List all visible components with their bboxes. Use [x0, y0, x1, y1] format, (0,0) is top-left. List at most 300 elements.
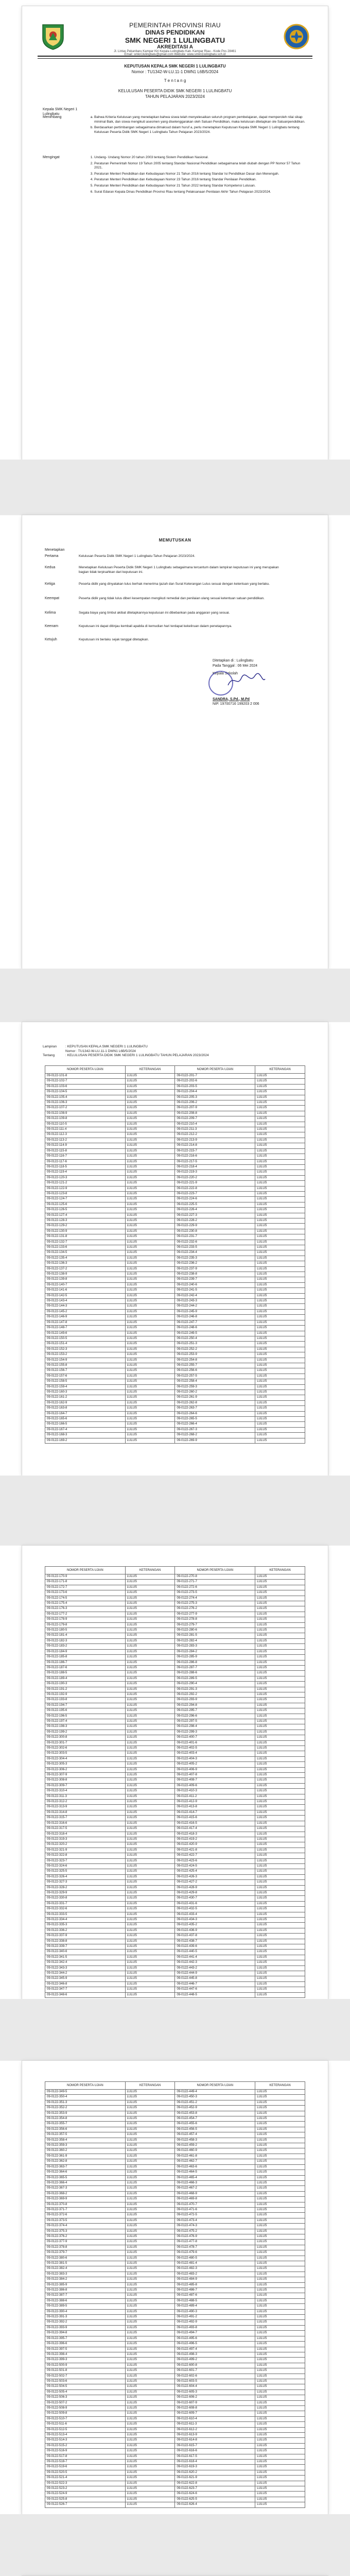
exam-number: 09-0122-492-9 — [175, 2320, 255, 2325]
status-cell: LULUS — [125, 2240, 175, 2245]
status-cell: LULUS — [255, 2261, 305, 2266]
exam-number: 09-0122-459-2 — [175, 2143, 255, 2148]
status-cell: LULUS — [125, 1090, 175, 1095]
exam-number: 09-0122-525-8 — [45, 2497, 126, 2502]
exam-number: 09-0122-505-4 — [45, 2389, 126, 2395]
exam-number: 09-0122-391-3 — [45, 2315, 126, 2320]
status-cell: LULUS — [125, 1606, 175, 1612]
exam-number: 09-0122-123-8 — [45, 1191, 126, 1196]
exam-number: 09-0122-103-6 — [45, 1084, 126, 1089]
status-cell: LULUS — [125, 2191, 175, 2196]
status-cell: LULUS — [255, 2288, 305, 2293]
status-cell: LULUS — [125, 2229, 175, 2234]
exam-number: 09-0122-514-3 — [45, 2438, 126, 2443]
exam-number: 09-0122-605-3 — [175, 2389, 255, 2395]
exam-number: 09-0122-273-5 — [175, 1590, 255, 1596]
exam-number: 09-0122-367-3 — [45, 2186, 126, 2191]
exam-number: 09-0122-248-6 — [175, 1326, 255, 1331]
exam-number: 09-0122-375-3 — [45, 2229, 126, 2234]
page-gap — [0, 1476, 350, 1546]
table-row — [45, 1175, 305, 1180]
exam-number: 09-0122-172-7 — [45, 1585, 126, 1590]
status-cell: LULUS — [255, 1106, 305, 1111]
table-row — [45, 2288, 305, 2293]
table-row — [45, 1918, 305, 1923]
exam-number: 09-0122-129-2 — [45, 1224, 126, 1229]
status-cell: LULUS — [125, 2197, 175, 2202]
table-row — [45, 2256, 305, 2261]
letterhead — [39, 21, 311, 54]
table-row — [45, 1751, 305, 1756]
table-row — [45, 1826, 305, 1832]
exam-number: 09-0122-231-7 — [175, 1234, 255, 1240]
status-cell: LULUS — [255, 1590, 305, 1596]
col-header-no: NOMOR PESERTA UJIAN — [45, 1066, 126, 1074]
status-cell: LULUS — [125, 2202, 175, 2207]
exam-number: 09-0122-318-4 — [45, 1832, 126, 1837]
exam-number: 09-0122-402-5 — [175, 1746, 255, 1751]
col-header-ket: KETERANGAN — [255, 1567, 305, 1574]
status-cell: LULUS — [255, 1395, 305, 1400]
exam-number: 09-0122-184-9 — [45, 1649, 126, 1654]
status-cell: LULUS — [255, 1665, 305, 1670]
table-row — [45, 1320, 305, 1325]
status-cell: LULUS — [125, 1880, 175, 1885]
exam-number: 09-0122-170-9 — [45, 1574, 126, 1580]
exam-number: 09-0122-300-8 — [45, 1735, 126, 1740]
exam-number: 09-0122-523-2 — [45, 2486, 126, 2492]
exam-number: 09-0122-258-4 — [175, 1379, 255, 1384]
exam-number: 09-0122-150-5 — [45, 1336, 126, 1341]
decree-number: Nomor : TU1342-W-LU.11-1 DWN1 L6B/5/2024 — [131, 70, 219, 74]
status-cell: LULUS — [255, 1821, 305, 1826]
kop-line-3: SMK NEGERI 1 LULINGBATU — [125, 36, 225, 44]
page-3 — [22, 1022, 328, 1476]
status-cell: LULUS — [255, 2384, 305, 2389]
table-row — [45, 1154, 305, 1159]
status-cell: LULUS — [255, 1074, 305, 1079]
exam-number: 09-0122-179-8 — [45, 1622, 126, 1628]
exam-number: 09-0122-426-3 — [175, 1874, 255, 1879]
exam-number: 09-0122-310-4 — [45, 1789, 126, 1794]
table-row — [45, 1224, 305, 1229]
status-cell: LULUS — [125, 2416, 175, 2421]
table-row — [45, 1848, 305, 1853]
status-cell: LULUS — [125, 1783, 175, 1788]
mengingat-label: Mengingat — [43, 156, 60, 159]
table-row — [45, 2309, 305, 2314]
exam-number: 09-0122-331-7 — [45, 1901, 126, 1906]
status-cell: LULUS — [125, 1767, 175, 1772]
signature-icon — [226, 672, 267, 690]
col-header-no: NOMOR PESERTA UJIAN — [175, 1567, 255, 1574]
table-row — [45, 2127, 305, 2132]
exam-number: 09-0122-478-7 — [175, 2245, 255, 2250]
exam-number: 09-0122-105-4 — [45, 1095, 126, 1100]
status-cell: LULUS — [255, 2240, 305, 2245]
status-cell: LULUS — [255, 2309, 305, 2314]
status-cell: LULUS — [125, 1138, 175, 1143]
table-row — [45, 1256, 305, 1261]
status-cell: LULUS — [125, 1762, 175, 1767]
status-cell: LULUS — [255, 1095, 305, 1100]
exam-number: 09-0122-621-9 — [175, 2476, 255, 2481]
exam-number: 09-0122-336-2 — [45, 1928, 126, 1933]
status-cell: LULUS — [255, 2422, 305, 2427]
lampiran-header: Lampiran : KEPUTUSAN KEPALA SMK NEGERI 1 LULINGBATU Nomor : TU1342-W-LU.11-1 DWN1 L6B/5/2024 Tentang : KELULUSAN PESERTA DIDIK SMK NEGERI 1 LULINGBATU TAHUN PELAJARAN 2023/2024 — [43, 1045, 209, 1057]
exam-number: 09-0122-243-3 — [175, 1299, 255, 1304]
exam-number: 09-0122-317-5 — [45, 1826, 126, 1832]
status-cell: LULUS — [255, 1762, 305, 1767]
exam-number: 09-0122-355-7 — [45, 2122, 126, 2127]
exam-number: 09-0122-618-4 — [175, 2460, 255, 2465]
status-cell: LULUS — [255, 1644, 305, 1649]
tentang-label: Tentang — [43, 1054, 55, 1057]
exam-number: 09-0122-197-4 — [45, 1719, 126, 1724]
status-cell: LULUS — [125, 1708, 175, 1714]
status-cell: LULUS — [255, 2272, 305, 2277]
status-cell: LULUS — [125, 2427, 175, 2432]
exam-number: 09-0122-365-5 — [45, 2175, 126, 2180]
status-cell: LULUS — [125, 2502, 175, 2507]
status-cell: LULUS — [255, 1703, 305, 1708]
exam-number: 09-0122-176-3 — [45, 1606, 126, 1612]
status-cell: LULUS — [255, 1202, 305, 1207]
status-cell: LULUS — [125, 2400, 175, 2405]
table-row — [45, 1191, 305, 1196]
exam-number: 09-0122-194-7 — [45, 1703, 126, 1708]
exam-number: 09-0122-290-4 — [175, 1682, 255, 1687]
status-cell: LULUS — [125, 1282, 175, 1287]
exam-number: 09-0122-390-4 — [45, 2309, 126, 2314]
status-cell: LULUS — [255, 1622, 305, 1628]
exam-number: 09-0122-388-6 — [45, 2298, 126, 2303]
status-cell: LULUS — [255, 2454, 305, 2459]
table-row — [45, 1240, 305, 1245]
exam-number: 09-0122-137-2 — [45, 1266, 126, 1272]
table-row — [45, 1896, 305, 1901]
table-row — [45, 2449, 305, 2454]
status-cell: LULUS — [255, 1384, 305, 1389]
status-cell: LULUS — [255, 1778, 305, 1783]
exam-number: 09-0122-366-4 — [45, 2180, 126, 2185]
status-cell: LULUS — [125, 2207, 175, 2212]
status-cell: LULUS — [125, 1907, 175, 1912]
col-header-no: NOMOR PESERTA UJIAN — [45, 2082, 126, 2090]
exam-number: 09-0122-504-5 — [45, 2384, 126, 2389]
exam-number: 09-0122-256-6 — [175, 1368, 255, 1374]
table-row — [45, 1411, 305, 1416]
table-row — [45, 2304, 305, 2309]
page-4 — [22, 1546, 328, 1999]
exam-number: 09-0122-376-2 — [45, 2234, 126, 2239]
exam-number: 09-0122-486-7 — [175, 2288, 255, 2293]
table-row — [45, 2438, 305, 2443]
table-row — [45, 2116, 305, 2122]
table-row — [45, 1368, 305, 1374]
exam-number: 09-0122-284-2 — [175, 1649, 255, 1654]
status-cell: LULUS — [255, 1735, 305, 1740]
status-cell: LULUS — [255, 1164, 305, 1170]
status-cell: LULUS — [125, 2100, 175, 2105]
table-row — [45, 2315, 305, 2320]
status-cell: LULUS — [125, 2309, 175, 2314]
exam-number: 09-0122-260-2 — [175, 1389, 255, 1395]
signer-name: SANDRA, S.Pd., M.Pd — [213, 697, 250, 701]
exam-number: 09-0122-346-8 — [45, 1981, 126, 1987]
table-row — [45, 2389, 305, 2395]
table-row — [45, 1074, 305, 1079]
status-cell: LULUS — [125, 1197, 175, 1202]
exam-number: 09-0122-462-7 — [175, 2159, 255, 2164]
table-row — [45, 1767, 305, 1772]
status-cell: LULUS — [255, 1574, 305, 1580]
table-header — [45, 2082, 305, 2090]
status-cell: LULUS — [255, 1885, 305, 1890]
exam-number: 09-0122-131-8 — [45, 1234, 126, 1240]
status-cell: LULUS — [255, 2374, 305, 2379]
exam-number: 09-0122-285-9 — [175, 1655, 255, 1660]
table-row — [45, 1939, 305, 1944]
exam-number: 09-0122-257-5 — [175, 1374, 255, 1379]
status-cell: LULUS — [125, 2266, 175, 2272]
exam-number: 09-0122-467-2 — [175, 2186, 255, 2191]
status-cell: LULUS — [255, 1901, 305, 1906]
status-cell: LULUS — [125, 2186, 175, 2191]
exam-number: 09-0122-139-8 — [45, 1277, 126, 1282]
table-row — [45, 2433, 305, 2438]
exam-number: 09-0122-277-9 — [175, 1612, 255, 1617]
exam-number: 09-0122-477-8 — [175, 2240, 255, 2245]
status-cell: LULUS — [125, 1395, 175, 1400]
status-cell: LULUS — [125, 1213, 175, 1218]
table-row — [45, 2358, 305, 2363]
exam-number: 09-0122-211-3 — [175, 1127, 255, 1132]
exam-number: 09-0122-204-4 — [175, 1090, 255, 1095]
table-row — [45, 1352, 305, 1358]
table-row — [45, 2261, 305, 2266]
table-row — [45, 1331, 305, 1336]
status-cell: LULUS — [255, 2416, 305, 2421]
exam-number: 09-0122-312-2 — [45, 1800, 126, 1805]
status-cell: LULUS — [255, 2186, 305, 2191]
status-cell: LULUS — [255, 1417, 305, 1422]
table-row — [45, 1084, 305, 1089]
exam-number: 09-0122-296-6 — [175, 1714, 255, 1719]
exam-number: 09-0122-166-5 — [45, 1422, 126, 1427]
status-cell: LULUS — [255, 1580, 305, 1585]
status-cell: LULUS — [255, 2389, 305, 2395]
table-row — [45, 1698, 305, 1703]
exam-number: 09-0122-344-2 — [45, 1971, 126, 1976]
status-cell: LULUS — [255, 2202, 305, 2207]
status-cell: LULUS — [125, 1826, 175, 1832]
status-cell: LULUS — [125, 1816, 175, 1821]
table-row — [45, 1272, 305, 1277]
status-cell: LULUS — [255, 1612, 305, 1617]
exam-number: 09-0122-506-3 — [45, 2395, 126, 2400]
exam-number: 09-0122-149-6 — [45, 1331, 126, 1336]
table-row — [45, 1703, 305, 1708]
status-cell: LULUS — [255, 1853, 305, 1858]
status-cell: LULUS — [255, 1122, 305, 1127]
exam-number: 09-0122-233-5 — [175, 1245, 255, 1250]
exam-number: 09-0122-396-6 — [45, 2342, 126, 2347]
exam-number: 09-0122-447-6 — [175, 1987, 255, 1992]
status-cell: LULUS — [255, 2502, 305, 2507]
about-label: T e n t a n g — [164, 78, 186, 83]
status-cell: LULUS — [125, 1928, 175, 1933]
exam-number: 09-0122-225-5 — [175, 1202, 255, 1207]
table-row — [45, 2191, 305, 2196]
status-cell: LULUS — [255, 1438, 305, 1443]
exam-number: 09-0122-298-4 — [175, 1724, 255, 1730]
status-cell: LULUS — [255, 2492, 305, 2497]
exam-number: 09-0122-224-6 — [175, 1197, 255, 1202]
status-cell: LULUS — [255, 1293, 305, 1298]
exam-number: 09-0122-607-9 — [175, 2400, 255, 2405]
exam-number: 09-0122-275-3 — [175, 1601, 255, 1606]
table-row — [45, 1992, 305, 1997]
exam-number: 09-0122-214-8 — [175, 1143, 255, 1148]
item-label: Kedua — [45, 566, 56, 569]
table-row — [45, 1628, 305, 1633]
status-cell: LULUS — [255, 2218, 305, 2223]
status-cell: LULUS — [255, 1585, 305, 1590]
status-cell: LULUS — [125, 1939, 175, 1944]
status-cell: LULUS — [125, 1756, 175, 1761]
exam-number: 09-0122-517-8 — [45, 2454, 126, 2459]
status-cell: LULUS — [125, 1358, 175, 1363]
exam-number: 09-0122-434-3 — [175, 1918, 255, 1923]
exam-number: 09-0122-165-6 — [45, 1417, 126, 1422]
status-cell: LULUS — [125, 1079, 175, 1084]
table-row — [45, 2213, 305, 2218]
exam-number: 09-0122-143-4 — [45, 1299, 126, 1304]
exam-number: 09-0122-232-6 — [175, 1240, 255, 1245]
status-cell: LULUS — [255, 1208, 305, 1213]
table-row — [45, 2148, 305, 2154]
exam-number: 09-0122-148-7 — [45, 1326, 126, 1331]
status-cell: LULUS — [125, 2304, 175, 2309]
exam-number: 09-0122-281-5 — [175, 1633, 255, 1638]
status-cell: LULUS — [125, 1411, 175, 1416]
exam-number: 09-0122-423-6 — [175, 1858, 255, 1863]
exam-number: 09-0122-350-4 — [45, 2095, 126, 2100]
exam-number: 09-0122-502-7 — [45, 2374, 126, 2379]
table-row — [45, 2154, 305, 2159]
riau-crest-icon — [41, 23, 65, 50]
exam-number: 09-0122-500-9 — [45, 2363, 126, 2368]
table-row — [45, 1671, 305, 1676]
exam-number: 09-0122-510-7 — [45, 2416, 126, 2421]
exam-number: 09-0122-489-4 — [175, 2304, 255, 2309]
exam-number: 09-0122-244-2 — [175, 1304, 255, 1309]
table-row — [45, 1374, 305, 1379]
table-row — [45, 1250, 305, 1256]
status-cell: LULUS — [255, 2405, 305, 2411]
exam-number: 09-0122-612-2 — [175, 2427, 255, 2432]
table-row — [45, 1164, 305, 1170]
status-cell: LULUS — [125, 2433, 175, 2438]
exam-number: 09-0122-524-9 — [45, 2492, 126, 2497]
table-row — [45, 1746, 305, 1751]
status-cell: LULUS — [125, 1692, 175, 1697]
status-cell: LULUS — [125, 1427, 175, 1432]
exam-number: 09-0122-464-5 — [175, 2170, 255, 2175]
table-row — [45, 1923, 305, 1928]
status-cell: LULUS — [125, 1266, 175, 1272]
exam-number: 09-0122-122-9 — [45, 1186, 126, 1191]
exam-number: 09-0122-526-7 — [45, 2502, 126, 2507]
exam-number: 09-0122-213-9 — [175, 1138, 255, 1143]
exam-number: 09-0122-254-8 — [175, 1358, 255, 1363]
status-cell: LULUS — [255, 2293, 305, 2298]
exam-number: 09-0122-463-6 — [175, 2164, 255, 2170]
exam-number: 09-0122-419-2 — [175, 1837, 255, 1842]
exam-number: 09-0122-313-9 — [45, 1805, 126, 1810]
status-cell: LULUS — [255, 2352, 305, 2357]
exam-number: 09-0122-421-8 — [175, 1848, 255, 1853]
table-row — [45, 1756, 305, 1761]
exam-number: 09-0122-279-7 — [175, 1622, 255, 1628]
status-cell: LULUS — [255, 2427, 305, 2432]
table-row — [45, 1805, 305, 1810]
status-cell: LULUS — [125, 2277, 175, 2282]
table-row — [45, 2186, 305, 2191]
exam-number: 09-0122-469-8 — [175, 2197, 255, 2202]
item-text: Kelulusan Peserta Didik SMK Negeri 1 Lulingbatu Tahun Pelajaran 2023/2024. — [79, 554, 196, 558]
exam-number: 09-0122-449-4 — [175, 2090, 255, 2095]
status-cell: LULUS — [255, 2379, 305, 2384]
table-row — [45, 1293, 305, 1298]
exam-number: 09-0122-448-5 — [175, 1992, 255, 1997]
status-cell: LULUS — [125, 2405, 175, 2411]
exam-number: 09-0122-146-9 — [45, 1315, 126, 1320]
exam-number: 09-0122-352-2 — [45, 2106, 126, 2111]
exam-number: 09-0122-602-6 — [175, 2374, 255, 2379]
exam-number: 09-0122-394-8 — [45, 2331, 126, 2336]
table-row — [45, 2100, 305, 2105]
exam-number: 09-0122-622-8 — [175, 2481, 255, 2486]
status-cell: LULUS — [255, 1596, 305, 1601]
table-row — [45, 1858, 305, 1863]
table-row — [45, 2224, 305, 2229]
status-cell: LULUS — [255, 1148, 305, 1154]
table-row — [45, 1606, 305, 1612]
status-cell: LULUS — [125, 1175, 175, 1180]
exam-number: 09-0122-242-4 — [175, 1293, 255, 1298]
exam-number: 09-0122-193-8 — [45, 1698, 126, 1703]
exam-number: 09-0122-227-3 — [175, 1213, 255, 1218]
table-row — [45, 1912, 305, 1917]
status-cell: LULUS — [125, 1288, 175, 1293]
exam-number: 09-0122-619-3 — [175, 2465, 255, 2470]
status-cell: LULUS — [125, 1789, 175, 1794]
status-cell: LULUS — [125, 2148, 175, 2154]
exam-number: 09-0122-408-7 — [175, 1778, 255, 1783]
exam-number: 09-0122-626-4 — [175, 2502, 255, 2507]
exam-number: 09-0122-174-5 — [45, 1596, 126, 1601]
status-cell: LULUS — [125, 2465, 175, 2470]
exam-number: 09-0122-353-9 — [45, 2111, 126, 2116]
table-row — [45, 1874, 305, 1879]
table-row — [45, 1655, 305, 1660]
col-header-no: NOMOR PESERTA UJIAN — [45, 1567, 126, 1574]
status-cell: LULUS — [255, 1773, 305, 1778]
exam-number: 09-0122-265-5 — [175, 1417, 255, 1422]
date: Pada Tanggal : 06 Mei 2024 — [213, 664, 258, 668]
